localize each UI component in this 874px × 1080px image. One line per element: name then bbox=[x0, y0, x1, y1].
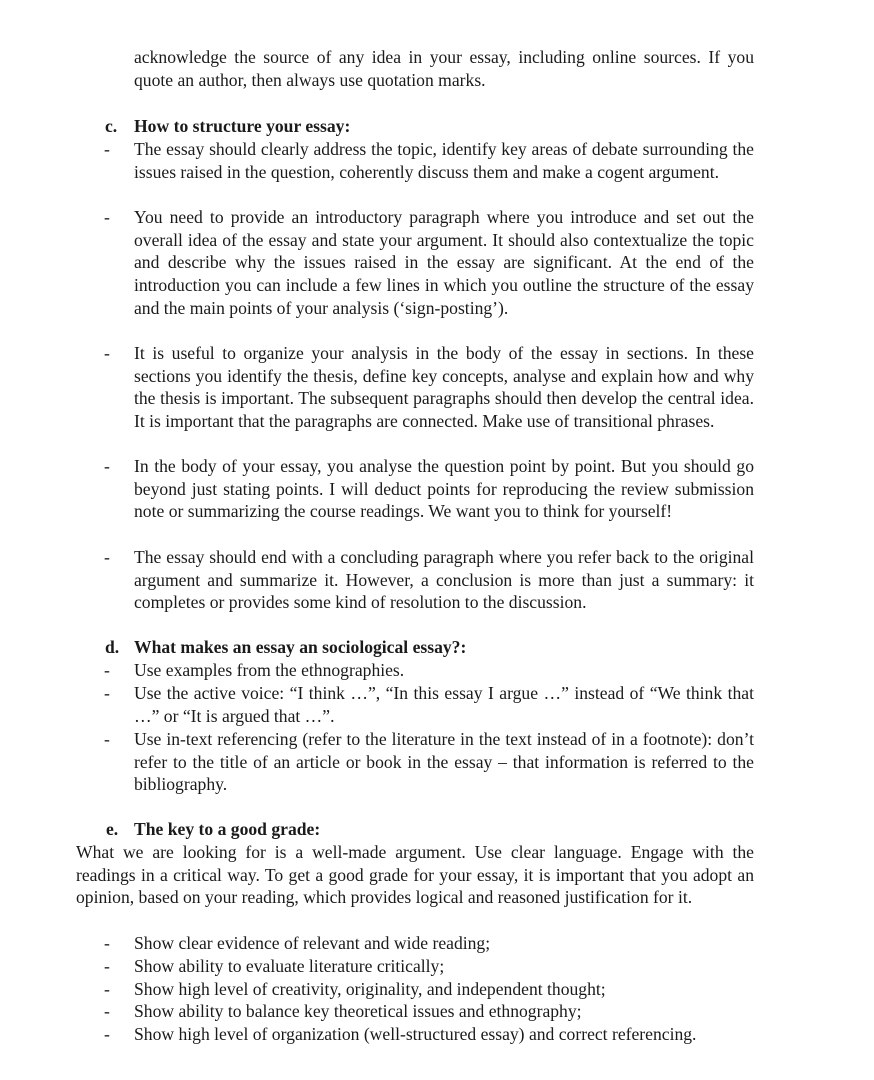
bullet-text: The essay should clearly address the topic, identify key areas of debate surrounding the issues raised in the question, coherently discuss them and make a cogent argument. bbox=[134, 139, 754, 182]
bullet-text: The essay should end with a concluding paragraph where you refer back to the original argument and summarize it. However, a conclusion is more than just a summary: it completes or provides some kind of resolution to the discussion. bbox=[134, 547, 754, 613]
list-item bbox=[104, 659, 754, 682]
bullet-text: Show high level of creativity, originality, and independent thought; bbox=[134, 979, 606, 999]
section-d-marker: d. bbox=[105, 637, 120, 657]
bullet-dash-icon: - bbox=[104, 933, 110, 953]
section-e-marker: e. bbox=[106, 819, 119, 839]
bullet-dash-icon: - bbox=[104, 343, 110, 363]
bullet-text: Show ability to balance key theoretical issues and ethnography; bbox=[134, 1001, 582, 1021]
section-d-title: What makes an essay an sociological essay?: bbox=[134, 637, 467, 657]
section-c-heading bbox=[105, 115, 351, 138]
bullet-text: Show high level of organization (well-structured essay) and correct referencing. bbox=[134, 1024, 697, 1044]
bullet-text: Show clear evidence of relevant and wide reading; bbox=[134, 933, 491, 953]
section-c-marker: c. bbox=[105, 116, 118, 136]
list-item bbox=[104, 546, 754, 614]
section-c-title: How to structure your essay: bbox=[134, 116, 351, 136]
bullet-dash-icon: - bbox=[104, 1001, 110, 1021]
section-e-heading bbox=[106, 818, 321, 841]
bullet-text: Use the active voice: “I think …”, “In this essay I argue …” instead of “We think that …” or “It is argued that …”. bbox=[134, 683, 754, 726]
section-e-title: The key to a good grade: bbox=[134, 819, 321, 839]
list-item bbox=[104, 1000, 754, 1023]
bullet-text: Show ability to evaluate literature critically; bbox=[134, 956, 445, 976]
bullet-dash-icon: - bbox=[104, 683, 110, 703]
list-item bbox=[104, 342, 754, 433]
bullet-text: In the body of your essay, you analyse the question point by point. But you should go beyond just stating points. I will deduct points for reproducing the review submission note or summarizing the course readings. We want you to think for yourself! bbox=[134, 456, 754, 522]
list-item bbox=[104, 955, 754, 978]
section-e-paragraph: What we are looking for is a well-made argument. Use clear language. Engage with the readings in a critical way. To get a good grade for your essay, it is important that you adopt an opinion, based on your reading, which provides logical and reasoned justification for it. bbox=[76, 842, 754, 908]
list-item bbox=[104, 206, 754, 320]
bullet-dash-icon: - bbox=[104, 1024, 110, 1044]
list-item bbox=[104, 455, 754, 523]
section-d-heading bbox=[105, 636, 467, 659]
list-item bbox=[104, 682, 754, 727]
bullet-text: Use in-text referencing (refer to the literature in the text instead of in a footnote): don’t refer to the title of an article or book in the essay – that information is referred to the bibliography. bbox=[134, 729, 754, 795]
bullet-dash-icon: - bbox=[104, 139, 110, 159]
bullet-dash-icon: - bbox=[104, 207, 110, 227]
bullet-text: You need to provide an introductory paragraph where you introduce and set out the overall idea of the essay and state your argument. It should also contextualize the topic and describe why the issues raised in the essay are significant. At the end of the introduction you can include a few lines in which you outline the structure of the essay and the main points of your analysis (‘sign-posting’). bbox=[134, 207, 754, 318]
list-item bbox=[104, 978, 754, 1001]
bullet-text: It is useful to organize your analysis in the body of the essay in sections. In these sections you identify the thesis, define key concepts, analyse and explain how and why the thesis is important. The subsequent paragraphs should then develop the central idea. It is important that the paragraphs are connected. Make use of transitional phrases. bbox=[134, 343, 754, 432]
bullet-dash-icon: - bbox=[104, 456, 110, 476]
intro-paragraph: acknowledge the source of any idea in your essay, including online sources. If you quote an author, then always use quotation marks. bbox=[134, 47, 754, 90]
bullet-dash-icon: - bbox=[104, 979, 110, 999]
bullet-dash-icon: - bbox=[104, 660, 110, 680]
list-item bbox=[104, 1023, 754, 1046]
bullet-dash-icon: - bbox=[104, 729, 110, 749]
bullet-text: Use examples from the ethnographies. bbox=[134, 660, 405, 680]
bullet-dash-icon: - bbox=[104, 956, 110, 976]
bullet-dash-icon: - bbox=[104, 547, 110, 567]
list-item bbox=[104, 932, 754, 955]
list-item bbox=[104, 728, 754, 796]
list-item bbox=[104, 138, 754, 183]
